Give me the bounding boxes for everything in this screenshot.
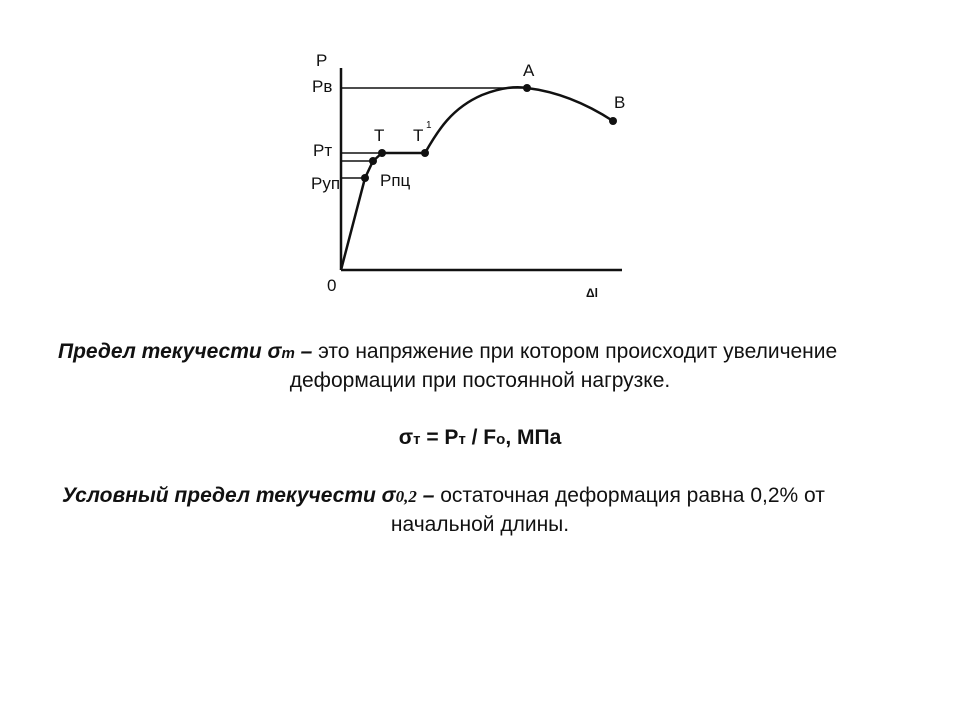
point-t-label: T <box>374 126 385 145</box>
formula-unit: , МПа <box>505 426 562 449</box>
definition2-text-line1: остаточная деформация равна 0,2% от <box>440 484 825 507</box>
definition1-term: Предел текучести σт <box>58 340 295 363</box>
y-axis-label: P <box>316 51 328 70</box>
definition2-term: Условный предел текучести σ0,2 <box>62 484 417 507</box>
yield-strength-formula <box>0 426 960 450</box>
definition1-text-line2: деформации при постоянной нагрузке. <box>289 369 671 392</box>
stress-strain-diagram <box>0 0 960 320</box>
point-b-marker <box>609 117 617 125</box>
point-a-marker <box>523 84 531 92</box>
point-t1-label: T <box>413 126 424 145</box>
definition1-dash: – <box>294 340 319 363</box>
pv-label: Pв <box>312 77 333 96</box>
point-a-label: A <box>523 61 535 80</box>
point-t-marker <box>378 149 386 157</box>
point-ppc-marker <box>361 174 369 182</box>
definition2-term-subscript: 0,2 <box>395 487 417 506</box>
point-b-label: B <box>614 93 626 112</box>
formula-div: / F <box>465 426 497 449</box>
definition2-dash: – <box>416 484 441 507</box>
formula-eq: = P <box>420 426 459 449</box>
formula-sigma-subscript: т <box>413 431 421 448</box>
pup-label: Pуп <box>311 174 341 193</box>
point-pe-marker <box>369 157 377 165</box>
definition1-line1 <box>58 337 837 368</box>
definition2-text-line2: начальной длины. <box>390 513 570 536</box>
origin-label: 0 <box>327 276 337 295</box>
point-t1-superscript: 1 <box>426 120 432 131</box>
definition1-text-line1: это напряжение при котором происходит увеличение <box>318 340 838 363</box>
definition1-term-subscript: т <box>281 345 295 362</box>
formula-f-subscript: o <box>496 431 506 448</box>
x-axis-label: Δl <box>586 286 598 300</box>
ppc-label: Pпц <box>380 171 411 190</box>
definition2-line1 <box>62 481 825 511</box>
formula-sigma: σ <box>398 426 414 449</box>
point-t1-marker <box>421 149 429 157</box>
formula-p-subscript: т <box>458 431 466 448</box>
pt-label: Pт <box>313 141 333 160</box>
